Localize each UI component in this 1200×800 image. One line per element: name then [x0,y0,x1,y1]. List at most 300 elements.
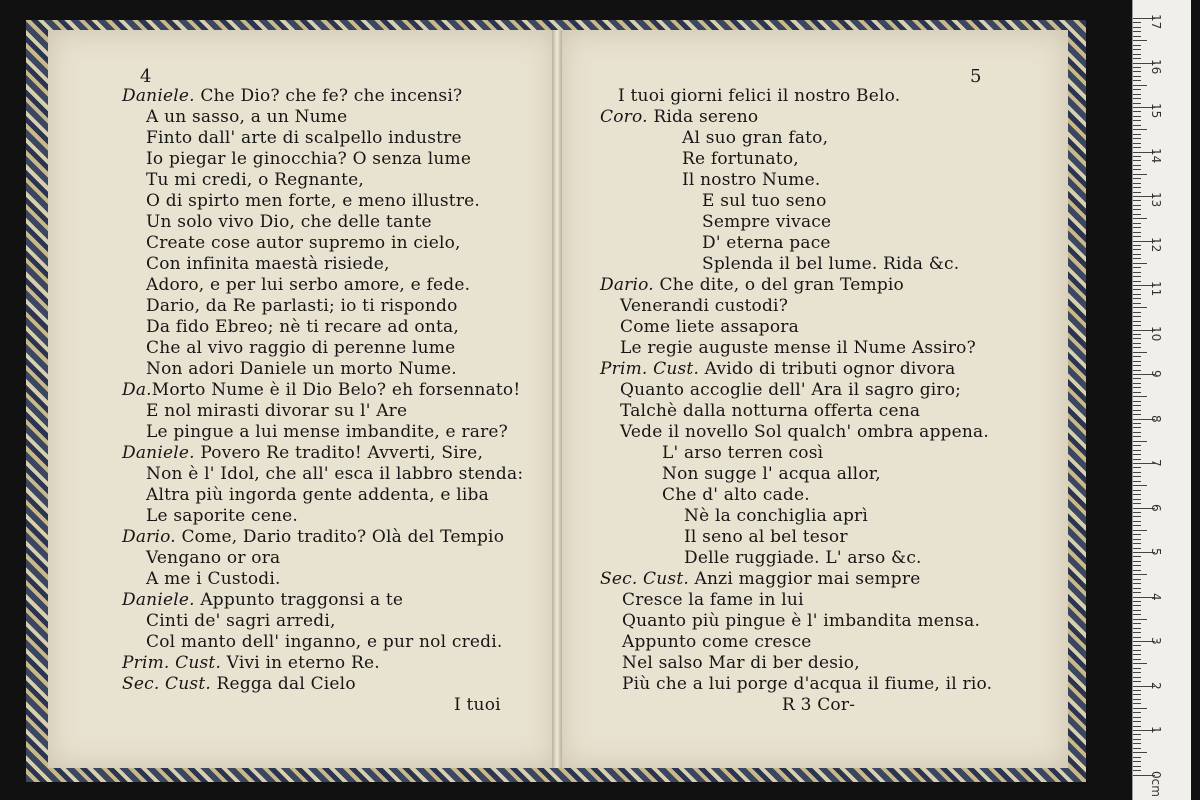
line-text: Appunto come cresce [622,632,812,652]
ruler-tick [1133,352,1147,353]
text-line [146,422,508,442]
text-line [454,695,501,715]
ruler-tick [1133,22,1141,23]
text-line [600,359,955,379]
ruler-tick [1133,459,1141,460]
text-line [146,401,407,421]
ruler-tick [1133,561,1141,562]
ruler-tick [1133,485,1147,486]
ruler-label: 13 [1149,192,1163,208]
ruler-tick [1133,481,1141,482]
ruler-tick [1133,405,1141,406]
line-text: Venerandi custodi? [620,296,789,316]
ruler-tick [1133,45,1141,46]
text-line [146,191,480,211]
ruler-tick [1133,125,1141,126]
ruler-tick [1133,365,1141,366]
line-text: Il seno al bel tesor [684,527,848,547]
text-line [622,674,992,694]
text-line [600,569,920,589]
ruler-tick [1133,49,1141,50]
ruler-tick [1133,726,1141,727]
text-line [146,611,336,631]
ruler-tick [1133,556,1141,557]
line-text: Come liete assapora [620,317,799,337]
ruler-tick [1133,681,1141,682]
ruler-tick [1133,392,1141,393]
ruler-tick [1133,183,1141,184]
text-line [146,569,281,589]
text-line [618,86,900,106]
ruler-tick [1133,383,1141,384]
ruler-tick [1133,677,1141,678]
text-line [146,338,455,358]
line-text: R 3 Cor- [782,695,856,715]
speaker-name: Daniele. [122,86,195,106]
text-line [600,275,904,295]
ruler-tick [1133,628,1141,629]
line-text: E sul tuo seno [702,191,827,211]
line-text: Io piegar le ginocchia? O senza lume [146,149,472,169]
text-line [146,359,457,379]
ruler-tick [1133,27,1141,28]
ruler-tick [1133,503,1141,504]
ruler-tick [1133,178,1141,179]
ruler-tick [1133,187,1141,188]
ruler-tick [1133,94,1141,95]
text-line [622,632,812,652]
ruler-tick [1133,410,1141,411]
ruler-tick [1133,289,1141,290]
ruler-label: 6 [1149,503,1163,512]
ruler-tick [1133,321,1141,322]
line-text: Vivi in eterno Re. [221,653,380,673]
line-text: I tuoi [454,695,501,715]
text-line [122,380,520,400]
ruler-tick [1133,650,1141,651]
ruler-label: 11 [1149,281,1163,297]
line-text: Finto dall' arte di scalpello industre [146,128,462,148]
speaker-name: Da. [122,380,152,400]
ruler-tick [1133,525,1141,526]
ruler-tick [1133,543,1141,544]
ruler-tick [1133,134,1141,135]
ruler-tick [1133,717,1141,718]
line-text: Re fortunato, [682,149,799,169]
text-line [662,443,823,463]
ruler-tick [1133,579,1141,580]
ruler-label: 7 [1149,459,1163,467]
text-line [702,233,831,253]
line-text: A me i Custodi. [146,569,281,589]
ruler-label: 17 [1149,14,1163,30]
ruler-label: 4 [1149,592,1163,601]
ruler-label: 9 [1149,370,1163,378]
ruler-tick [1133,120,1141,121]
ruler-tick [1133,436,1141,437]
ruler-tick [1133,659,1141,660]
ruler-tick [1133,143,1141,144]
ruler-tick [1133,490,1141,491]
ruler-tick [1133,427,1141,428]
text-line [146,548,280,568]
ruler-tick [1133,712,1141,713]
speaker-name: Prim. Cust. [600,359,700,379]
ruler-tick [1133,54,1141,55]
text-line [146,296,458,316]
ruler-tick [1133,637,1141,638]
line-text: Quanto accoglie dell' Ara il sagro giro; [620,380,962,400]
ruler-tick [1133,169,1141,170]
text-line [146,128,462,148]
line-text: Nè la conchiglia aprì [684,506,869,526]
ruler-tick [1133,699,1141,700]
line-text: Le saporite cene. [146,506,298,526]
text-line [146,149,471,169]
left-page [48,30,556,768]
text-line [684,506,868,526]
ruler-tick [1133,423,1141,424]
line-text: Sempre vivace [702,212,832,232]
line-text: Adoro, e per lui serbo amore, e fede. [146,275,471,295]
text-line [782,695,855,715]
ruler-tick [1133,236,1141,237]
ruler-tick [1133,668,1141,669]
line-text: Appunto traggonsi a te [194,590,404,610]
line-text: Altra più ingorda gente addenta, e liba [146,485,489,505]
ruler-tick [1133,530,1147,531]
line-text: Come, Dario tradito? Olà del Tempio [175,527,505,547]
text-line [622,611,980,631]
ruler-tick [1133,205,1141,206]
ruler-tick [1133,245,1141,246]
text-line [146,485,489,505]
book-gutter [552,30,562,768]
speaker-name: Dario. [600,275,654,295]
text-line [146,107,347,127]
ruler-tick [1133,147,1141,148]
ruler-tick [1133,272,1141,273]
text-line [122,653,380,673]
text-line [620,317,799,337]
ruler-tick [1133,387,1141,388]
text-line [682,128,828,148]
ruler-tick [1133,192,1141,193]
ruler-tick [1133,432,1141,433]
speaker-name: Coro. [600,107,648,127]
line-text: Cinti de' sagri arredi, [146,611,336,631]
ruler-tick [1133,521,1141,522]
text-line [662,464,881,484]
ruler-tick [1133,574,1147,575]
ruler-tick [1133,770,1141,771]
ruler-tick [1133,209,1141,210]
ruler-tick [1133,499,1141,500]
ruler-tick [1133,534,1141,535]
line-text: Che Dio? che fe? che incensi? [194,86,463,106]
text-line [620,296,788,316]
ruler-tick [1133,276,1141,277]
text-line [684,548,922,568]
ruler-tick [1133,58,1141,59]
line-text: Non adori Daniele un morto Nume. [146,359,457,379]
text-line [122,527,504,547]
ruler-tick [1133,467,1141,468]
ruler-tick [1133,218,1147,219]
ruler-tick [1133,605,1141,606]
ruler-label: 8 [1149,414,1163,423]
text-line [620,401,920,421]
ruler-tick [1133,165,1141,166]
ruler-tick [1133,401,1141,402]
line-text: Quanto più pingue è l' imbandita mensa. [622,611,981,631]
line-text: Al suo gran fato, [682,128,829,148]
line-text: Splenda il bel lume. Rida &c. [702,254,960,274]
line-text: Col manto dell' inganno, e pur nol credi. [146,632,503,652]
ruler-tick [1133,378,1141,379]
text-line [146,506,298,526]
line-text: Anzi maggior mai sempre [688,569,921,589]
page-number: 4 [140,66,152,87]
ruler-tick [1133,254,1141,255]
text-line [702,254,959,274]
ruler-tick [1133,249,1141,250]
ruler-tick [1133,601,1141,602]
ruler-tick [1133,614,1141,615]
ruler-tick [1133,258,1141,259]
ruler-tick [1133,111,1141,112]
ruler-tick [1133,445,1141,446]
line-text: Vengano or ora [146,548,281,568]
ruler-tick [1133,548,1141,549]
text-line [122,443,483,463]
ruler-tick [1133,454,1141,455]
ruler-tick [1133,757,1141,758]
text-line [620,422,989,442]
ruler-label: 15 [1149,103,1163,119]
ruler-label: 16 [1149,58,1163,74]
ruler-tick [1133,516,1141,517]
ruler-tick [1133,694,1141,695]
line-text: I tuoi giorni felici il nostro Belo. [618,86,901,106]
ruler-tick [1133,227,1141,228]
ruler-tick [1133,645,1141,646]
ruler-tick [1133,200,1141,201]
ruler-tick [1133,588,1141,589]
speaker-name: Prim. Cust. [122,653,222,673]
line-text: Delle ruggiade. L' arso &c. [684,548,922,568]
line-text: Da fido Ebreo; nè ti recare ad onta, [146,317,459,337]
line-text: Create cose autor supremo in cielo, [146,233,461,253]
page-number: 5 [970,66,982,87]
text-line [146,233,461,253]
ruler-tick [1133,512,1141,513]
ruler-tick [1133,739,1141,740]
ruler-tick [1133,334,1141,335]
measuring-ruler [1132,0,1191,800]
ruler-tick [1133,672,1141,673]
ruler-tick [1133,67,1141,68]
ruler-tick [1133,80,1141,81]
line-text: Rida sereno [647,107,759,127]
text-line [122,674,356,694]
text-line [146,170,364,190]
line-text: E nol mirasti divorar su l' Are [146,401,408,421]
ruler-tick [1133,752,1147,753]
speaker-name: Daniele. [122,443,195,463]
line-text: Dario, da Re parlasti; io ti rispondo [146,296,458,316]
line-text: D' eterna pace [702,233,831,253]
line-text: Più che a lui porge d'acqua il fiume, il rio. [622,674,993,694]
ruler-tick [1133,743,1141,744]
text-line [146,632,502,652]
ruler-label: 14 [1149,147,1163,163]
ruler-tick [1133,734,1141,735]
ruler-label: 0cm [1149,770,1163,797]
ruler-label: 10 [1149,325,1163,341]
ruler-tick [1133,748,1141,749]
ruler-tick [1133,766,1141,767]
ruler-tick [1133,654,1141,655]
text-line [682,149,799,169]
line-text: Nel salso Mar di ber desio, [622,653,860,673]
ruler-tick [1133,294,1141,295]
text-line [146,254,390,274]
ruler-tick [1133,570,1141,571]
text-line [662,485,810,505]
line-text: Talchè dalla notturna offerta cena [620,401,921,421]
ruler-tick [1133,325,1141,326]
ruler-tick [1133,663,1147,664]
ruler-tick [1133,156,1141,157]
ruler-tick [1133,138,1141,139]
line-text: Che d' alto cade. [662,485,810,505]
line-text: L' arso terren così [662,443,824,463]
speaker-name: Sec. Cust. [122,674,211,694]
line-text: Le regie auguste mense il Nume Assiro? [620,338,976,358]
text-line [620,380,961,400]
line-text: Regga dal Cielo [210,674,356,694]
ruler-tick [1133,316,1141,317]
line-text: Morto Nume è il Dio Belo? eh forsennato! [151,380,521,400]
ruler-tick [1133,307,1147,308]
ruler-tick [1133,472,1141,473]
ruler-tick [1133,174,1147,175]
ruler-tick [1133,298,1141,299]
line-text: Povero Re tradito! Avverti, Sire, [194,443,484,463]
text-line [622,590,804,610]
line-text: Tu mi credi, o Regnante, [146,170,364,190]
ruler-tick [1133,85,1147,86]
ruler-tick [1133,160,1141,161]
ruler-tick [1133,223,1141,224]
ruler-label: 5 [1149,548,1163,556]
line-text: O di spirto men forte, e meno illustre. [146,191,481,211]
ruler-tick [1133,36,1141,37]
line-text: Non sugge l' acqua allor, [662,464,881,484]
line-text: Che al vivo raggio di perenne lume [146,338,456,358]
text-line [702,212,831,232]
ruler-label: 2 [1149,681,1163,690]
line-text: Vede il novello Sol qualch' ombra appena. [620,422,989,442]
text-line [600,107,758,127]
ruler-tick [1133,592,1141,593]
text-line [622,653,860,673]
text-line [146,212,432,232]
ruler-tick [1133,263,1147,264]
ruler-tick [1133,619,1147,620]
ruler-tick [1133,396,1147,397]
ruler-tick [1133,31,1141,32]
ruler-tick [1133,89,1141,90]
ruler-tick [1133,40,1147,41]
ruler-tick [1133,703,1141,704]
ruler-tick [1133,281,1141,282]
text-line [146,464,523,484]
ruler-tick [1133,343,1141,344]
text-line [146,317,459,337]
ruler-tick [1133,232,1141,233]
ruler-tick [1133,761,1141,762]
ruler-tick [1133,583,1141,584]
ruler-label: 12 [1149,236,1163,252]
ruler-tick [1133,450,1141,451]
ruler-tick [1133,338,1141,339]
speaker-name: Dario. [122,527,176,547]
text-line [682,170,820,190]
ruler-tick [1133,370,1141,371]
ruler-label: 3 [1149,637,1163,645]
line-text: Il nostro Nume. [682,170,821,190]
ruler-tick [1133,356,1141,357]
ruler-tick [1133,414,1141,415]
line-text: A un sasso, a un Nume [146,107,348,127]
text-line [146,275,470,295]
ruler-tick [1133,71,1141,72]
ruler-tick [1133,708,1147,709]
ruler-tick [1133,539,1141,540]
ruler-tick [1133,312,1141,313]
ruler-label: 1 [1149,726,1163,734]
line-text: Che dite, o del gran Tempio [653,275,904,295]
right-page [560,30,1068,768]
text-line [620,338,976,358]
ruler-tick [1133,623,1141,624]
ruler-tick [1133,632,1141,633]
text-line [702,191,827,211]
ruler-tick [1133,441,1147,442]
line-text: Avido di tributi ognor divora [699,359,956,379]
ruler-tick [1133,98,1141,99]
ruler-tick [1133,267,1141,268]
ruler-tick [1133,76,1141,77]
ruler-tick [1133,214,1141,215]
line-text: Cresce la fame in lui [622,590,804,610]
ruler-tick [1133,565,1141,566]
ruler-tick [1133,347,1141,348]
text-line [122,590,403,610]
text-line [684,527,848,547]
ruler-tick [1133,721,1141,722]
ruler-tick [1133,103,1141,104]
ruler-tick [1133,361,1141,362]
ruler-tick [1133,476,1141,477]
ruler-tick [1133,116,1141,117]
line-text: Un solo vivo Dio, che delle tante [146,212,432,232]
ruler-tick [1133,303,1141,304]
ruler-tick [1133,610,1141,611]
ruler-tick [1133,129,1147,130]
